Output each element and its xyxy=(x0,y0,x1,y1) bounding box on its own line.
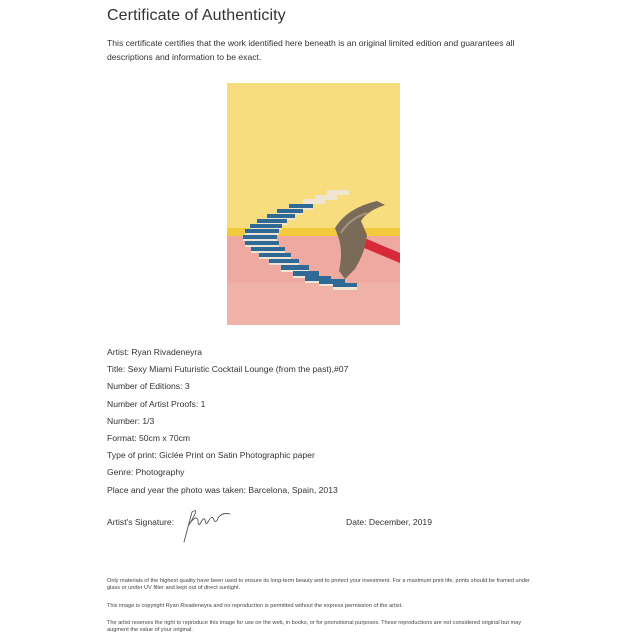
detail-genre: Genre: Photography xyxy=(107,467,185,478)
fine-print-reproduction: The artist reserves the right to reproduce this image for use on the web, in books, or for promotional purposes. These reproductions are not considered original but may augment the value of your original. xyxy=(107,620,522,634)
certificate-intro: This certificate certifies that the work identified here beneath is an original limited edition and guarantees all descriptions and information to be exact. xyxy=(107,38,515,62)
detail-artist: Artist: Ryan Rivadeneyra xyxy=(107,347,203,357)
staircase-hammer-image xyxy=(227,83,400,325)
detail-number: Number: 1/3 xyxy=(107,415,155,426)
handwritten-signature-icon xyxy=(178,506,238,546)
signature-image xyxy=(178,506,238,551)
detail-number-of-artist-proofs: Number of Artist Proofs: 1 xyxy=(107,398,206,409)
detail-format: Format: 50cm x 70cm xyxy=(107,432,191,443)
detail-number-of-editions: Number of Editions: 3 xyxy=(107,381,190,392)
signature-date: Date: December, 2019 xyxy=(346,517,432,527)
detail-place-year: Place and year the photo was taken: Barcelona, Spain, 2013 xyxy=(107,484,338,495)
artwork-details xyxy=(107,344,348,499)
detail-type-of-print: Type of print: Giclée Print on Satin Photographic paper xyxy=(107,450,315,461)
detail-title: Title: Sexy Miami Futuristic Cocktail Lounge (from the past),#07 xyxy=(107,364,349,375)
fine-print-care: Only materials of the highest quality have been used to ensure its long-term beauty and to protect your investment. For a maximum print life, prints should be framed under glass or under UV filter and kept out of direct sunlight. xyxy=(107,578,530,592)
certificate-title: Certificate of Authenticity xyxy=(107,7,286,24)
artwork-photo xyxy=(227,83,400,325)
fine-print-copyright: This image is copyright Ryan Rivadeneyra and no reproduction is permitted without the express permission of the artist. xyxy=(107,603,403,609)
signature-label: Artist's Signature: xyxy=(107,517,175,527)
